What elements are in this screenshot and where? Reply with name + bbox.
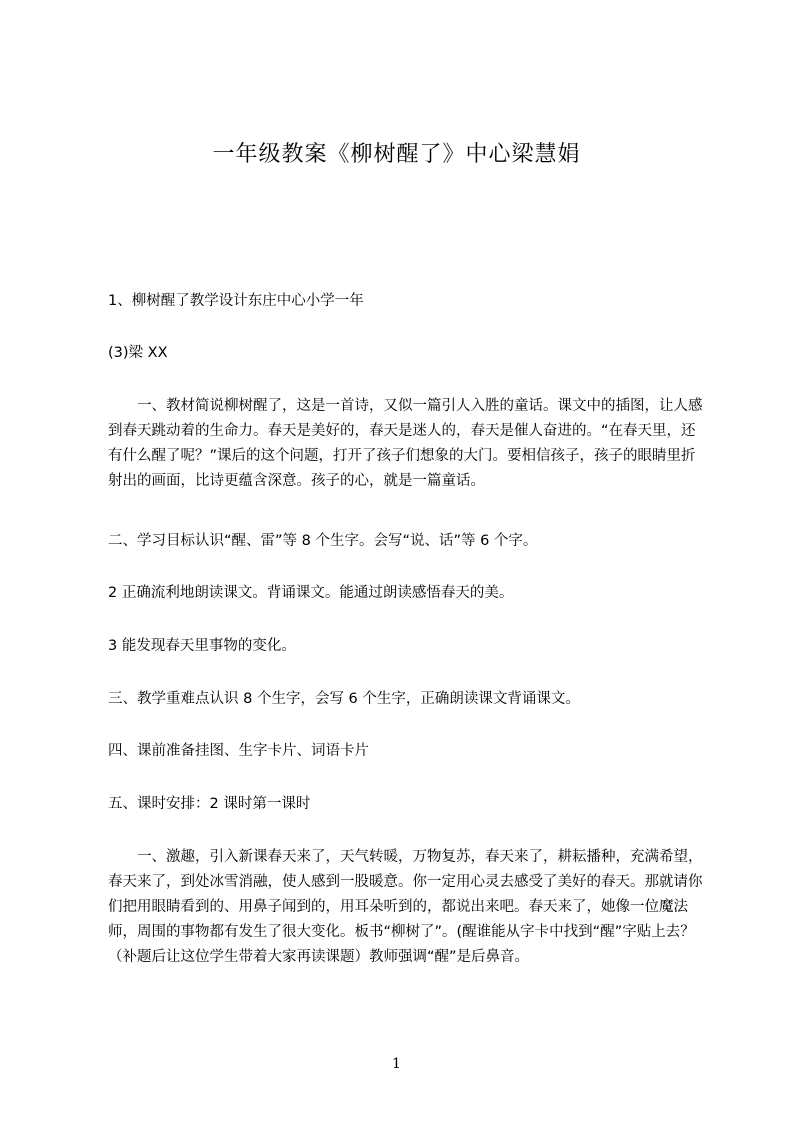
page-number: 1	[392, 1056, 401, 1072]
paragraph-learning-goals: 二、学习目标认识“醒、雷”等 8 个生字。会写“说、话”等 6 个字。	[108, 533, 538, 549]
document-title: 一年级教案《柳树醒了》中心梁慧娟	[212, 142, 581, 167]
paragraph-key-points: 三、教学重难点认识 8 个生字，会写 6 个生字，正确朗读课文背诵课文。	[108, 691, 580, 707]
paragraph-textbook-intro: 一、教材简说柳树醒了，这是一首诗，又似一篇引人入胜的童话。课文中的插图，让人感到春天跳动着的生命力。春天是美好的，春天是迷人的，春天是催人奋进的。“在春天里，还有什么醒了呢？”课后的这个问题，打开了孩子们想象的大门。要相信孩子，孩子的眼睛里折射出的画面，比诗更蕴含深意。孩子的心，就是一篇童话。	[108, 398, 703, 489]
paragraph-schedule: 五、课时安排：2 课时第一课时	[108, 796, 311, 812]
paragraph-preparation: 四、课前准备挂图、生字卡片、词语卡片	[108, 743, 369, 759]
paragraph-goal-2: 2 正确流利地朗读课文。背诵课文。能通过朗读感悟春天的美。	[108, 585, 514, 601]
paragraph-class-author: (3)梁 XX	[108, 345, 168, 361]
paragraph-lesson-intro: 一、激趣，引入新课春天来了，天气转暖，万物复苏，春天来了，耕耘播种，充满希望，春天来了，到处冰雪消融，使人感到一股暖意。你一定用心灵去感受了美好的春天。那就请你们把用眼睛看到的、用鼻子闻到的，用耳朵听到的，都说出来吧。春天来了，她像一位魔法师，周围的事物都有发生了很大变化。板书“柳树了”。(醒谁能从字卡中找到“醒”字贴上去？（补题后让这位学生带着大家再读课题）教师强调“醒”是后鼻音。	[108, 849, 703, 965]
paragraph-design-heading: 1、柳树醒了教学设计东庄中心小学一年	[108, 293, 364, 309]
paragraph-goal-3: 3 能发现春天里事物的变化。	[108, 638, 296, 654]
